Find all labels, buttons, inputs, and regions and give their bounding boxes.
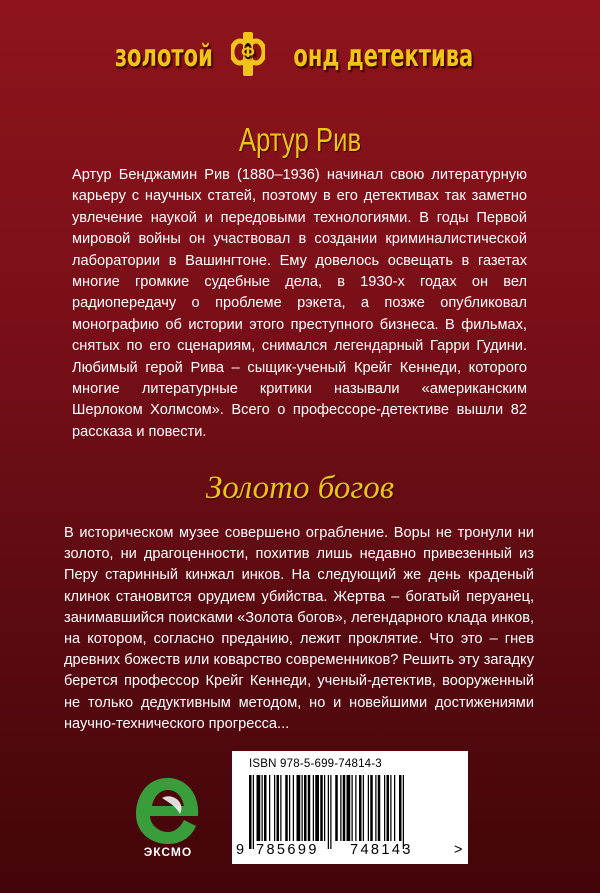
barcode-left-group: 785699 bbox=[256, 842, 319, 858]
series-title-suffix: онд детектива bbox=[293, 39, 474, 74]
book-title: Золото богов bbox=[205, 470, 395, 506]
author-biography: Артур Бенджамин Рив (1880–1936) начинал свою литературную карьеру с научных статей, поэтому в его детективах так заметно увлечение наукой и передовыми технологиями. В годы Первой мировой войны он участвовал в создании криминалистической лаборатории в Вашингтоне. Ему довелось освещать в газетах многие громкие судебные дела, в 1930-х годах он вел радиопередачу о проблеме рэкета, а позже опубликовал монографию об истории этого преступного бизнеса. В фильмах, снятых по его сценариям, снимался легендарный Гарри Гудини. Любимый герой Рива – сыщик-ученый Крейг Кеннеди, которого многие литературные критики называли «американским Шерлоком Холмсом». Всего о профессоре-детективе вышли 82 рассказа и повести. bbox=[72, 167, 527, 440]
barcode bbox=[232, 751, 468, 864]
series-title-prefix: золотой bbox=[115, 39, 214, 74]
publisher-name: ЭКСМО bbox=[143, 845, 193, 859]
barcode-first-digit: 9 bbox=[236, 842, 247, 858]
book-annotation: В историческом музее совершено ограбление. Воры не тронули ни золото, ни драгоценности, похитив лишь недавно привезенный из Перу старинный кинжал инков. На следующий же день краденый клинок становится орудием убийства. Жертва – богатый перуанец, занимавшийся поисками «Золота богов», легендарного клада инков, на котором, согласно преданию, лежит проклятие. Что это – гнев древних божеств или коварство современников? Решить эту загадку берется профессор Крейг Кеннеди, ученый-детектив, вооруженный не только дедуктивным методом, но и новейшими достижениями научно-технического прогресса... bbox=[64, 525, 534, 732]
svg-text:Ф: Ф bbox=[240, 45, 255, 61]
barcode-end-mark: > bbox=[454, 842, 465, 858]
isbn-number: ISBN 978-5-699-74814-3 bbox=[249, 758, 382, 770]
barcode-right-group: 748143 bbox=[350, 842, 413, 858]
series-title bbox=[0, 30, 600, 78]
series-emblem-letter bbox=[231, 30, 265, 78]
author-name: Артур Рив bbox=[238, 121, 362, 158]
